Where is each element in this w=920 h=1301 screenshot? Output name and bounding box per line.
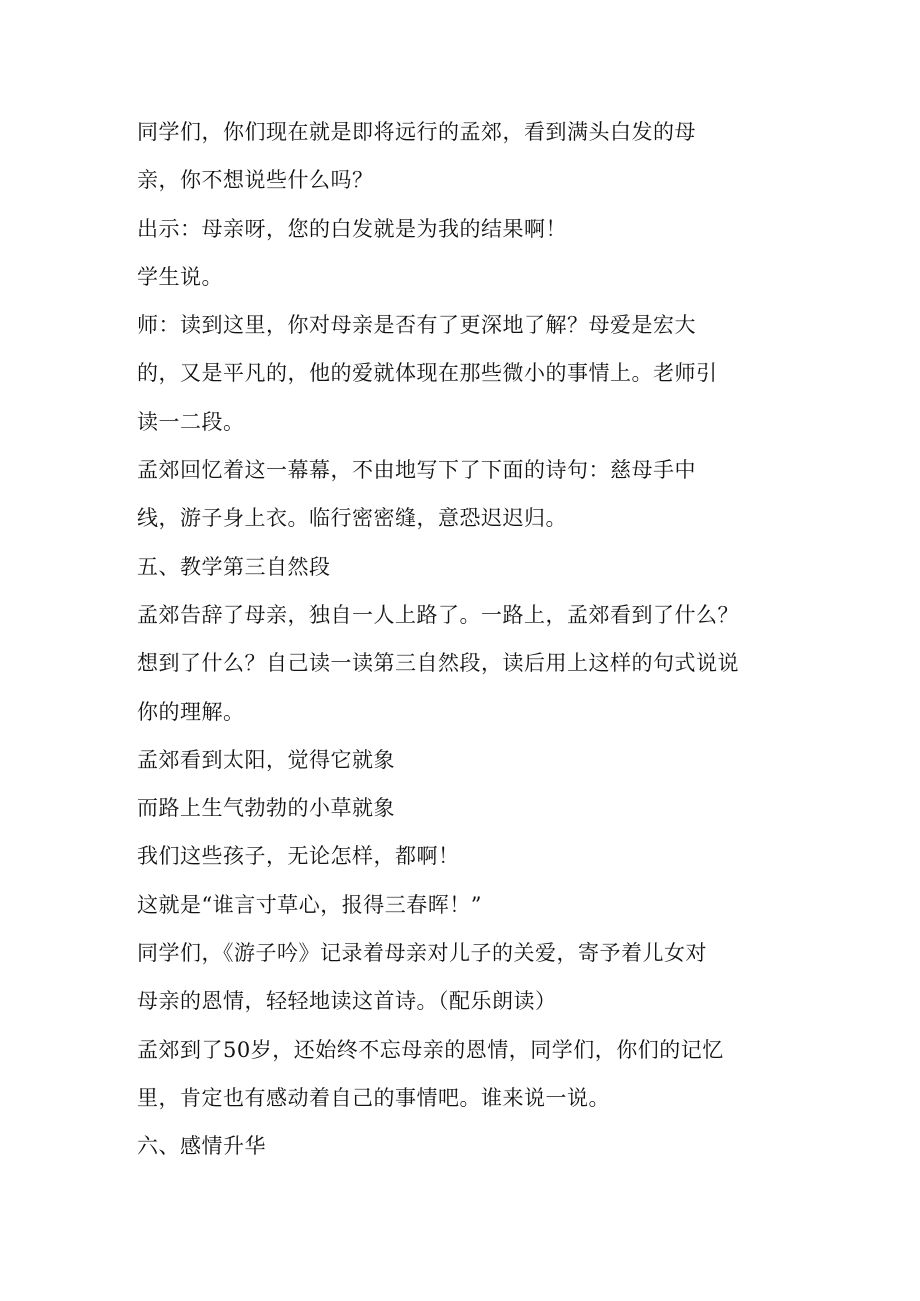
- text-line: 我们这些孩子，无论怎样，都啊！: [137, 844, 460, 869]
- text-line: 学生说。: [137, 264, 223, 289]
- text-line: 母亲的恩情，轻轻地读这首诗。（配乐朗读）: [137, 989, 557, 1014]
- text-line: 你的理解。: [137, 699, 245, 724]
- text-line: 读一二段。: [137, 409, 245, 434]
- text-line: 里，肯定也有感动着自己的事情吧。谁来说一说。: [137, 1085, 610, 1110]
- text-line: 这就是“谁言寸草心，报得三春晖！”: [137, 892, 482, 917]
- text-line: 孟郊到了50岁，还始终不忘母亲的恩情，同学们，你们的记忆: [137, 1037, 724, 1062]
- section-heading: 六、感情升华: [137, 1134, 266, 1159]
- text-line: 同学们，《游子吟》记录着母亲对儿子的关爱，寄予着儿女对: [137, 941, 707, 966]
- text-line: 孟郊看到太阳，觉得它就象: [137, 747, 395, 772]
- text-line: 亲，你不想说些什么吗？: [137, 168, 374, 193]
- text-line: 出示：母亲呀，您的白发就是为我的结果啊！: [137, 216, 567, 241]
- text-line: 的，又是平凡的，他的爱就体现在那些微小的事情上。老师引: [137, 361, 718, 386]
- text-line: 同学们，你们现在就是即将远行的孟郊，看到满头白发的母: [137, 120, 696, 144]
- text-line: 而路上生气勃勃的小草就象: [137, 796, 395, 821]
- document-body: [137, 108, 837, 1171]
- text-line: 想到了什么？自己读一读第三自然段，读后用上这样的句式说说: [137, 651, 739, 676]
- text-line: 孟郊回忆着这一幕幕，不由地写下了下面的诗句：慈母手中: [137, 458, 696, 483]
- text-line: 孟郊告辞了母亲，独自一人上路了。一路上，孟郊看到了什么？: [137, 602, 739, 627]
- text-line: 线，游子身上衣。临行密密缝，意恐迟迟归。: [137, 506, 567, 531]
- text-line: 师：读到这里，你对母亲是否有了更深地了解？母爱是宏大: [137, 313, 696, 338]
- section-heading: 五、教学第三自然段: [137, 554, 331, 579]
